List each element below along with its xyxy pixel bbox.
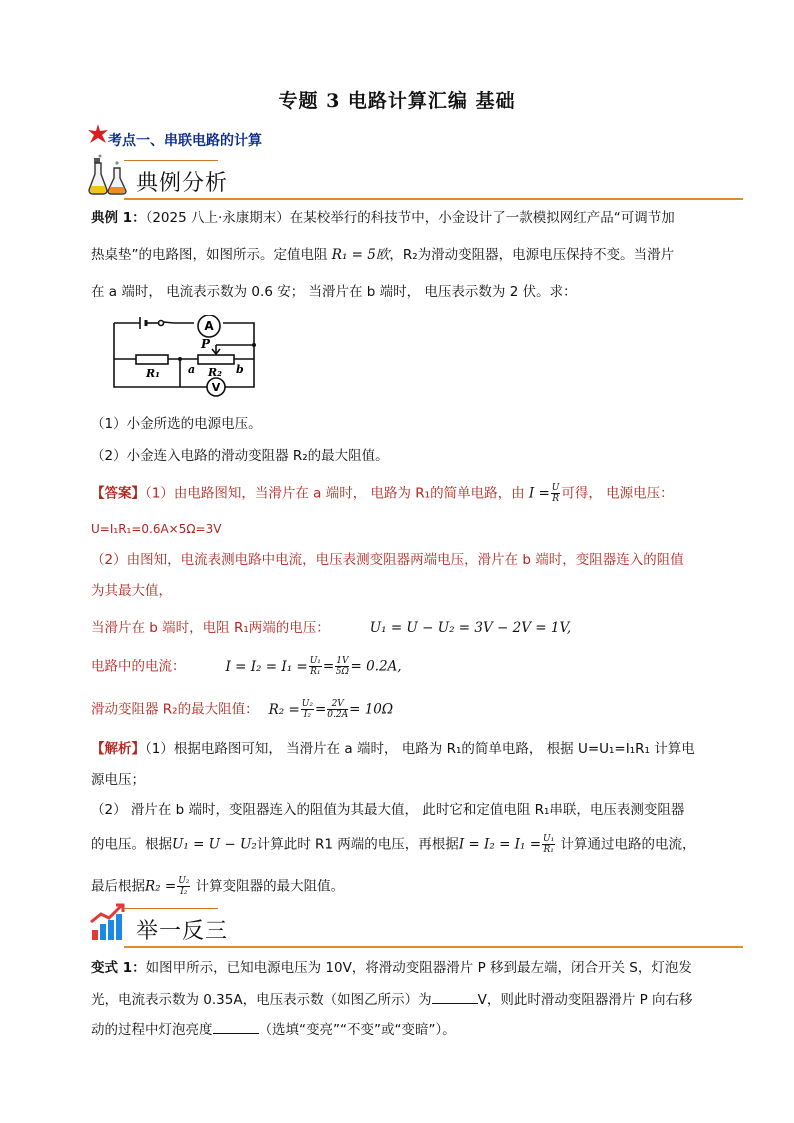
numerator: U bbox=[551, 483, 560, 493]
variant-text: V，则此时滑动变阻器滑片 P 向右移 bbox=[477, 992, 693, 1008]
analysis-line-2: 源电压； bbox=[91, 772, 145, 788]
variant-line-3 bbox=[91, 1019, 731, 1040]
voltmeter-label: V bbox=[211, 381, 221, 394]
numerator: 2V bbox=[327, 699, 348, 710]
question-1: （1）小金所选的电源电压。 bbox=[91, 416, 262, 432]
denominator: 0.2A bbox=[327, 710, 349, 720]
ammeter-label: A bbox=[204, 319, 214, 333]
circuit-diagram bbox=[108, 315, 264, 397]
r2-label: R₂ bbox=[208, 366, 222, 379]
slider-label: P bbox=[201, 337, 211, 351]
example-line-2 bbox=[91, 245, 731, 265]
question-2: （2）小金连入电路的滑动变阻器 R₂的最大阻值。 bbox=[91, 448, 389, 464]
variant-line-2 bbox=[91, 989, 731, 1010]
section-label: 典例分析 bbox=[136, 171, 229, 196]
formula: = bbox=[322, 658, 335, 675]
formula: I = I₂ = I₁ = bbox=[225, 658, 308, 675]
numerator: U₂ bbox=[301, 699, 313, 709]
answer-line-3: （2）由图知，电流表测电路中电流，电压表测变阻器两端电压，滑片在 b 端时，变阻器连入的阻值 bbox=[91, 552, 684, 568]
denominator: R₁ bbox=[543, 845, 554, 855]
page-title: 专题 3 电路计算汇编 基础 bbox=[278, 90, 516, 112]
answer-line-2: U=I₁R₁=0.6A×5Ω=3V bbox=[91, 522, 222, 536]
formula: I = I₂ = I₁ = bbox=[458, 836, 542, 853]
analysis-line-5 bbox=[91, 876, 731, 897]
answer-line-1 bbox=[91, 483, 731, 504]
formula: R₂ = bbox=[145, 878, 177, 895]
formula: = bbox=[314, 701, 327, 718]
section-header-dianli bbox=[88, 160, 743, 200]
answer-text: （1）由电路图知，当滑片在 a 端时， 电路为 R₁的简单电路，由 bbox=[145, 485, 529, 502]
kaodian-heading: 考点一、串联电路的计算 bbox=[108, 133, 262, 149]
fraction bbox=[551, 483, 561, 504]
formula: U₁ = U − U₂ = 3V − 2V = 1V, bbox=[369, 620, 572, 636]
numerator: 1V bbox=[336, 656, 349, 666]
numerator: U₁ bbox=[309, 656, 321, 666]
star-icon bbox=[88, 124, 108, 144]
analysis-text: 的电压。根据 bbox=[91, 836, 172, 853]
fraction bbox=[309, 656, 322, 677]
example-text: ，R₂为滑动变阻器，电源电压保持不变。当滑片 bbox=[389, 247, 675, 263]
example-text: 热桌垫”的电路图，如图所示。定值电阻 bbox=[91, 247, 332, 263]
answer-line-6 bbox=[91, 656, 731, 677]
variant-label: 变式 1： bbox=[91, 960, 146, 976]
variant-text: 动的过程中灯泡亮度 bbox=[91, 1022, 213, 1038]
denominator: R₁ bbox=[310, 667, 321, 677]
formula: = 10Ω bbox=[349, 701, 394, 718]
answer-text: 滑动变阻器 R₂的最大阻值： bbox=[91, 701, 259, 718]
formula: R₁ = 5欧 bbox=[331, 247, 390, 263]
denominator: I₂ bbox=[180, 887, 188, 897]
example-text: （2025 八上·永康期末）在某校举行的科技节中，小金设计了一款模拟网红产品“可调节加 bbox=[145, 210, 675, 226]
fraction bbox=[301, 699, 314, 720]
variant-text: （选填“变亮”“不变”或“变暗”）。 bbox=[258, 1022, 456, 1038]
formula: R₂ = bbox=[268, 701, 300, 718]
answer-text: 电路中的电流： bbox=[91, 658, 186, 675]
answer-line-7 bbox=[91, 699, 731, 720]
answer-blank[interactable] bbox=[213, 1019, 259, 1034]
formula: I = bbox=[528, 485, 550, 502]
denominator: 5Ω bbox=[335, 667, 349, 677]
answer-text: 当滑片在 b 端时，电阻 R₁两端的电压： bbox=[91, 620, 330, 636]
analysis-line-1 bbox=[91, 739, 731, 759]
analysis-line-3: （2） 滑片在 b 端时，变阻器连入的阻值为其最大值， 此时它和定值电阻 R₁串联，电压表测变阻器 bbox=[91, 802, 685, 818]
answer-text: 可得， 电源电压： bbox=[561, 485, 674, 502]
formula: = 0.2A, bbox=[350, 658, 402, 675]
variant-text: 光，电流表示数为 0.35A，电压表示数（如图乙所示）为 bbox=[91, 992, 432, 1008]
answer-line-5 bbox=[91, 618, 731, 638]
fraction bbox=[177, 876, 190, 897]
b-label: b bbox=[236, 363, 244, 376]
numerator: U₁ bbox=[543, 834, 555, 844]
analysis-text: 计算此时 R1 两端的电压，再根据 bbox=[256, 836, 459, 853]
bar-chart-icon bbox=[88, 902, 128, 942]
analysis-text: 计算变阻器的最大阻值。 bbox=[191, 878, 345, 895]
analysis-text: 计算通过电路的电流， bbox=[556, 836, 696, 853]
example-line-3: 在 a 端时， 电流表示数为 0.6 安； 当滑片在 b 端时， 电压表示数为 2 伏。求： bbox=[91, 284, 577, 300]
analysis-tag: 【解析】 bbox=[91, 741, 145, 757]
example-line-1 bbox=[91, 208, 731, 228]
denominator: R bbox=[552, 494, 559, 504]
fraction bbox=[327, 699, 348, 720]
variant-line-1 bbox=[91, 958, 731, 978]
r1-label: R₁ bbox=[146, 367, 160, 380]
analysis-line-4 bbox=[91, 834, 731, 855]
fraction bbox=[542, 834, 555, 855]
denominator: I₂ bbox=[303, 710, 311, 720]
fraction bbox=[335, 656, 349, 677]
a-label: a bbox=[188, 363, 196, 376]
formula: U₁ = U − U₂ bbox=[172, 836, 257, 853]
numerator: U₂ bbox=[178, 876, 190, 886]
example-label: 典例 1： bbox=[91, 210, 146, 226]
answer-tag: 【答案】 bbox=[91, 485, 145, 502]
answer-blank[interactable] bbox=[432, 989, 478, 1004]
variant-text: 如图甲所示，已知电源电压为 10V，将滑动变阻器滑片 P 移到最左端，闭合开关 S，灯泡发 bbox=[145, 960, 692, 976]
flask-icon bbox=[88, 154, 128, 198]
analysis-text: （1）根据电路图可知， 当滑片在 a 端时， 电路为 R₁的简单电路， 根据 U=U₁=I₁R₁ 计算电 bbox=[145, 741, 695, 757]
section-label: 举一反三 bbox=[136, 919, 229, 944]
answer-line-4: 为其最大值， bbox=[91, 583, 172, 599]
section-header-juyi bbox=[88, 908, 743, 948]
analysis-text: 最后根据 bbox=[91, 878, 145, 895]
